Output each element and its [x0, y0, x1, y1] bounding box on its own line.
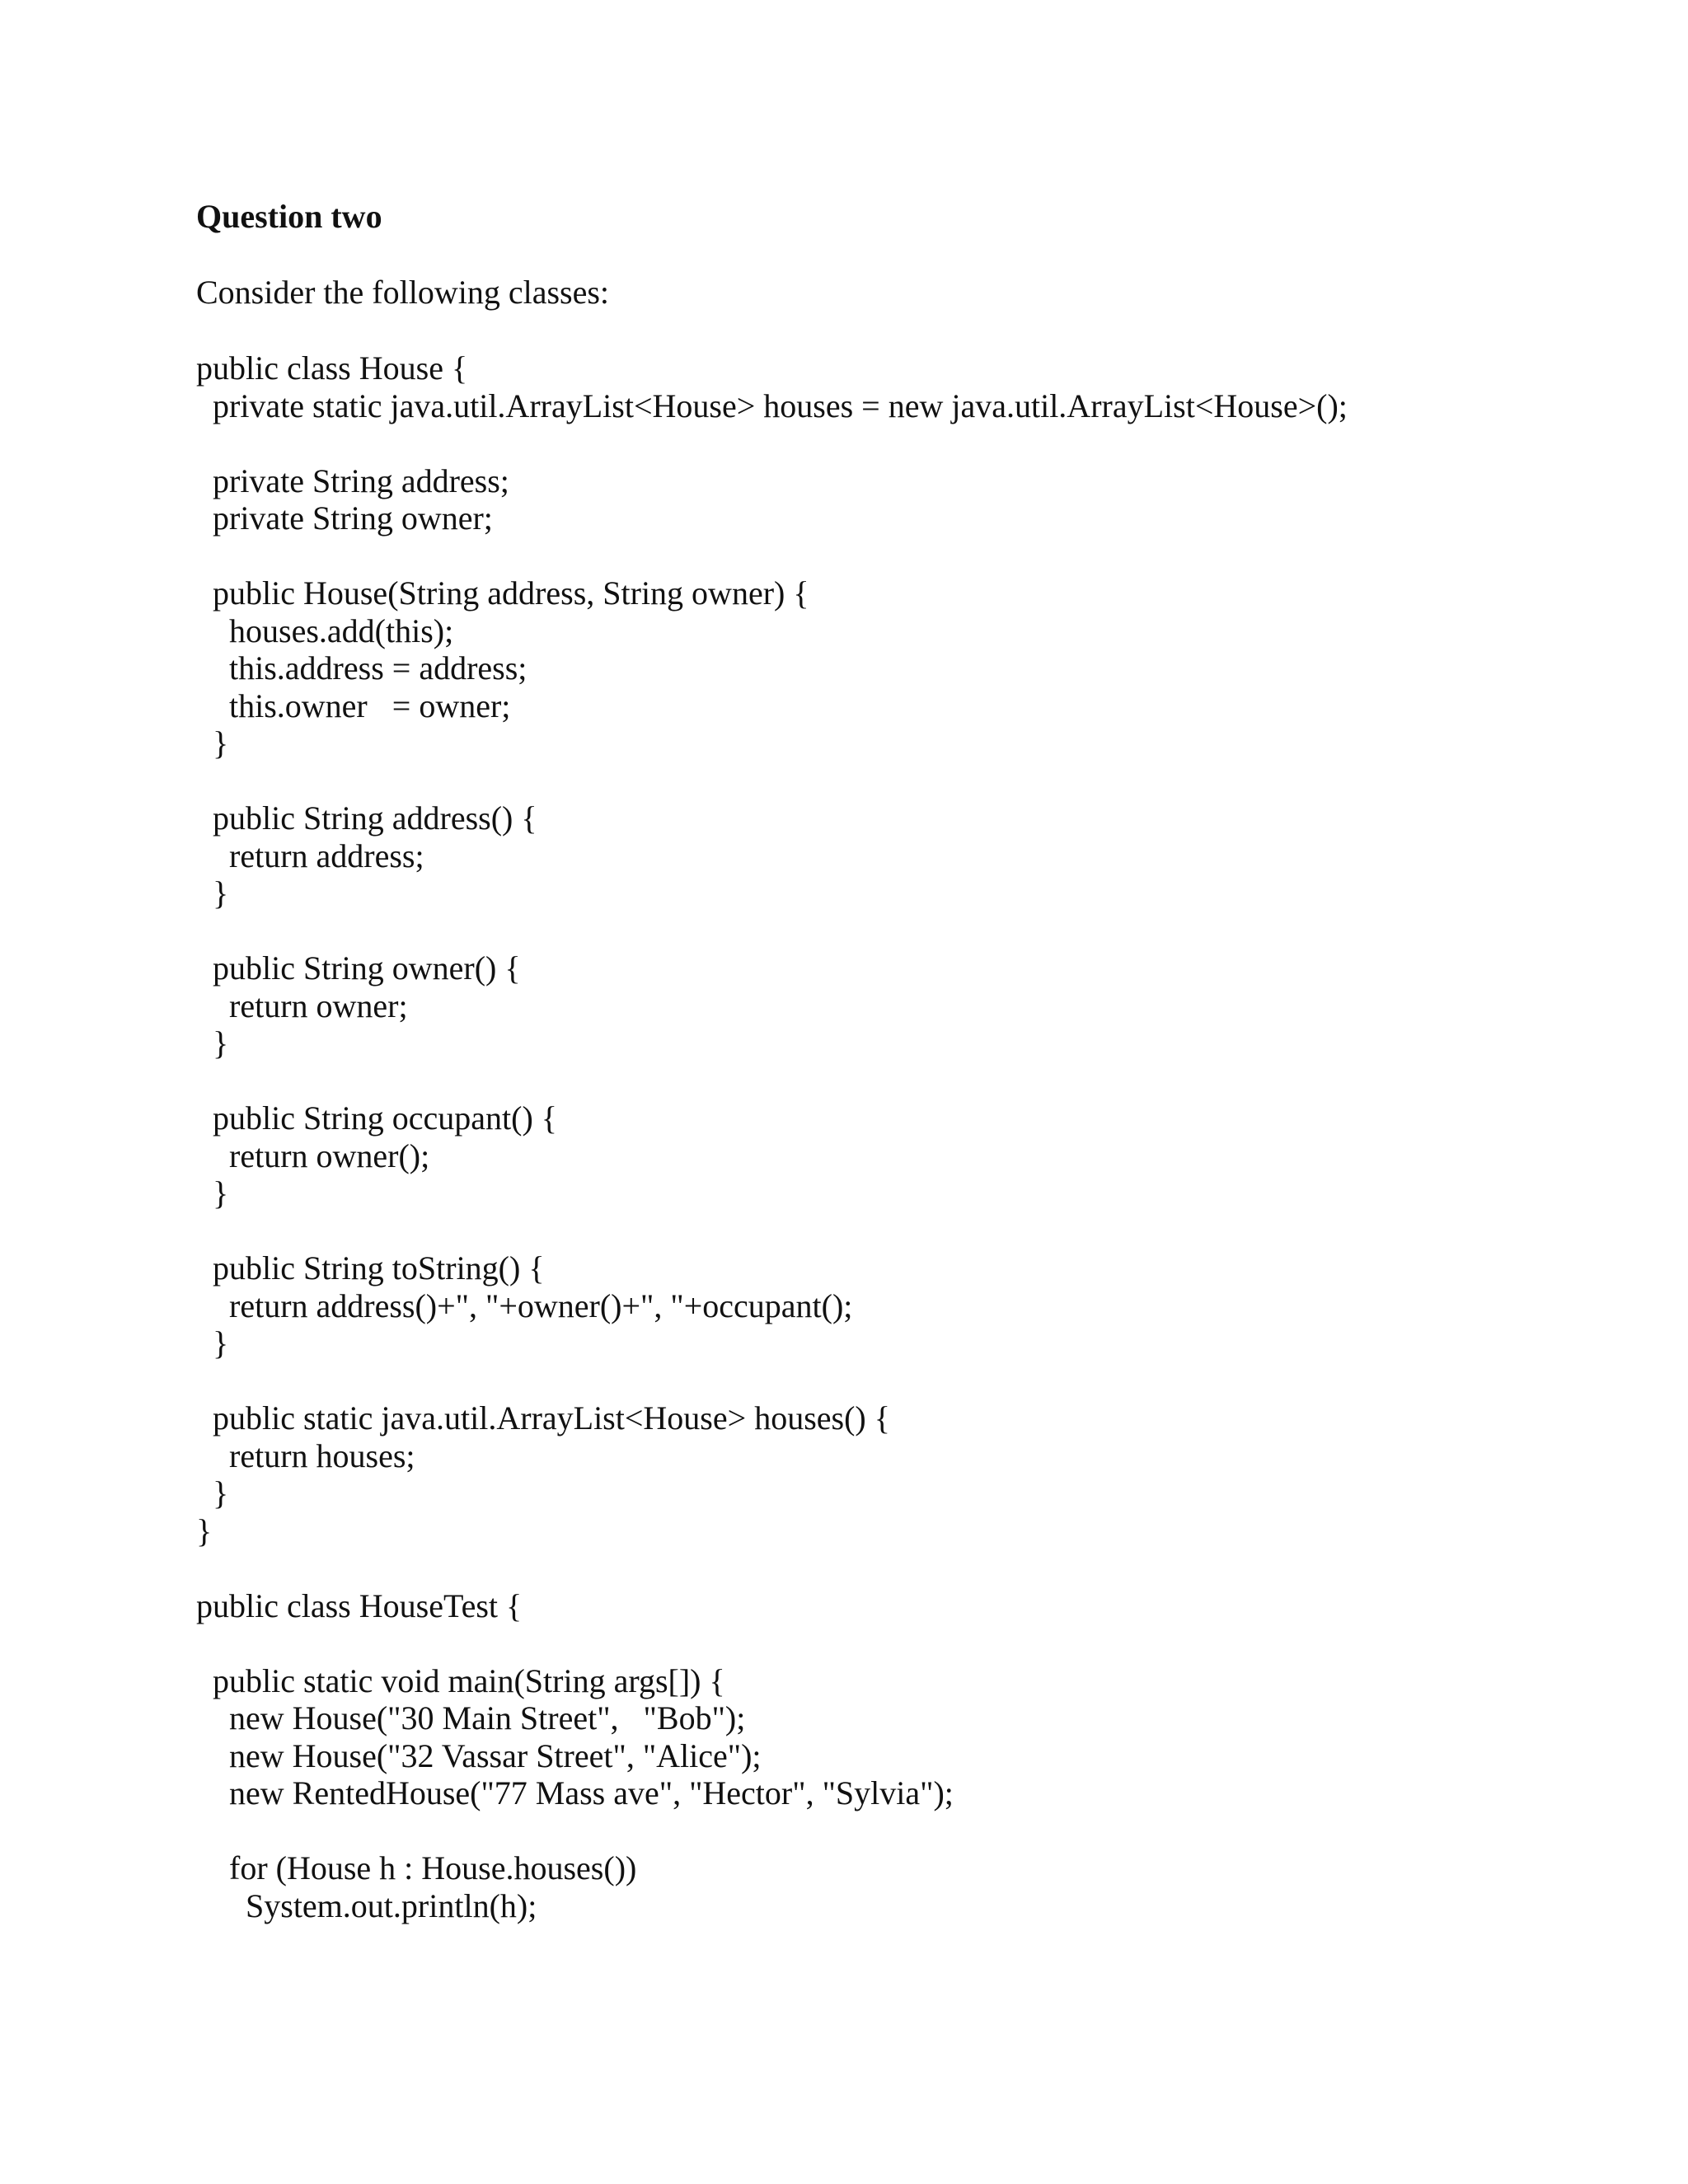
code-line: public String toString() {: [213, 1249, 545, 1286]
code-line: }: [213, 1174, 229, 1212]
code-line: this.address = address;: [229, 649, 528, 687]
code-line: this.owner = owner;: [229, 687, 511, 724]
code-line: public String address() {: [213, 799, 537, 837]
code-line: }: [213, 874, 229, 912]
code-line: new House("30 Main Street", "Bob");: [229, 1699, 746, 1736]
code-line: [196, 424, 1348, 462]
code-line: [196, 1362, 1348, 1400]
code-listing: [196, 349, 1348, 1924]
code-line: return address;: [229, 837, 424, 874]
code-line: }: [213, 1474, 229, 1511]
code-line: private String owner;: [213, 499, 493, 537]
code-line: public static void main(String args[]) {: [213, 1661, 725, 1699]
code-line: System.out.println(h);: [246, 1886, 537, 1924]
code-line: public class HouseTest {: [196, 1586, 523, 1624]
code-line: public String occupant() {: [213, 1099, 557, 1137]
code-line: new House("32 Vassar Street", "Alice");: [229, 1736, 762, 1774]
question-heading: Question two: [196, 198, 382, 235]
code-line: return address()+", "+owner()+", "+occupant();: [229, 1286, 853, 1324]
code-line: public String owner() {: [213, 949, 521, 987]
code-line: return houses;: [229, 1436, 415, 1474]
code-line: for (House h : House.houses()): [229, 1849, 637, 1886]
code-line: }: [213, 1324, 229, 1361]
code-line: return owner();: [229, 1137, 430, 1174]
code-line: [196, 1624, 1348, 1662]
code-line: private static java.util.ArrayList<House> houses = new java.util.ArrayList<House>();: [213, 387, 1348, 424]
code-line: }: [213, 724, 229, 762]
code-line: houses.add(this);: [229, 612, 454, 649]
code-line: public static java.util.ArrayList<House> houses() {: [213, 1399, 890, 1436]
code-line: }: [213, 1024, 229, 1062]
code-line: new RentedHouse("77 Mass ave", "Hector", "Sylvia");: [229, 1774, 954, 1811]
intro-text: Consider the following classes:: [196, 274, 610, 311]
code-line: return owner;: [229, 987, 408, 1024]
code-line: [196, 912, 1348, 950]
code-line: private String address;: [213, 462, 509, 499]
code-line: [196, 1549, 1348, 1587]
code-line: }: [196, 1511, 213, 1549]
code-line: [196, 1812, 1348, 1850]
code-line: [196, 1212, 1348, 1250]
code-line: public class House {: [196, 349, 468, 387]
code-line: public House(String address, String owner) {: [213, 574, 809, 612]
code-line: [196, 537, 1348, 575]
code-line: [196, 762, 1348, 800]
code-line: [196, 1062, 1348, 1100]
